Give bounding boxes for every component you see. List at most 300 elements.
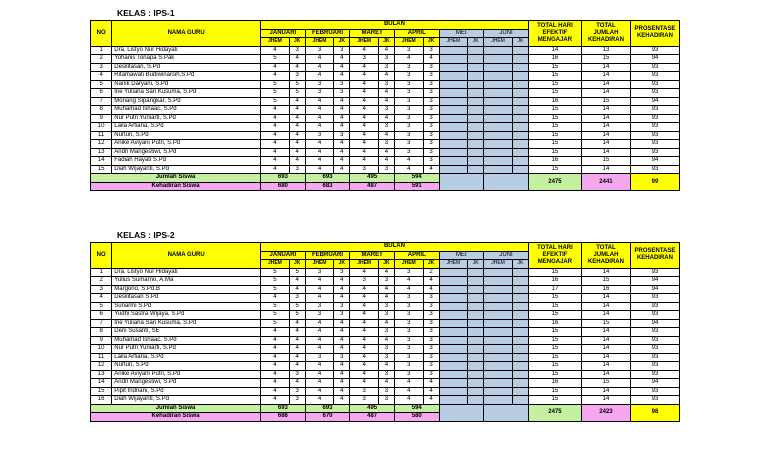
empty-month-cell xyxy=(468,63,484,72)
empty-month-cell xyxy=(468,165,484,174)
empty-month-cell xyxy=(512,46,528,55)
row-value: 4 xyxy=(350,106,379,115)
empty-month-cell xyxy=(468,89,484,98)
row-value: 3 xyxy=(394,353,423,362)
row-teacher-name: Anike Aviyani Putri, S.Pd xyxy=(112,140,261,149)
empty-month-cell xyxy=(484,97,513,106)
row-value: 4 xyxy=(334,336,350,345)
kehadiran-siswa-value: 487 xyxy=(350,182,395,191)
row-total-jumlah: 14 xyxy=(582,353,631,362)
header-jhem: JHEM xyxy=(484,260,513,269)
header-total-jumlah-line: KEHADIRAN xyxy=(587,258,624,265)
row-value: 4 xyxy=(261,396,290,405)
row-value: 3 xyxy=(394,63,423,72)
empty-month-cell xyxy=(484,140,513,149)
table-row xyxy=(91,353,680,362)
row-value: 3 xyxy=(379,80,395,89)
row-total-jumlah: 14 xyxy=(582,148,631,157)
row-value: 3 xyxy=(350,55,379,64)
row-no: 5 xyxy=(91,80,112,89)
row-value: 3 xyxy=(289,46,305,55)
empty-month-cell xyxy=(468,336,484,345)
row-teacher-name: Nanik Daryani, S.Pd xyxy=(112,80,261,89)
header-total-jumlah-line: JUMLAH xyxy=(593,29,619,36)
row-prosentase: 93 xyxy=(630,387,679,396)
header-month: APRIL xyxy=(394,251,439,260)
header-jk: JK xyxy=(423,38,439,47)
empty-month-cell xyxy=(484,268,513,277)
row-value: 3 xyxy=(394,46,423,55)
header-total-hari-line: EFEKTIF xyxy=(542,29,568,36)
row-value: 4 xyxy=(334,140,350,149)
header-jk: JK xyxy=(512,260,528,269)
row-no: 9 xyxy=(91,114,112,123)
row-total-hari: 15 xyxy=(528,131,581,140)
row-total-hari: 17 xyxy=(528,285,581,294)
row-total-jumlah: 15 xyxy=(582,157,631,166)
table-row xyxy=(91,268,680,277)
kehadiran-siswa-value: 580 xyxy=(394,413,439,422)
row-teacher-name: Dra. Listyo Nur Hidayati xyxy=(112,268,261,277)
row-no: 10 xyxy=(91,345,112,354)
row-prosentase: 93 xyxy=(630,165,679,174)
header-bulan: BULAN xyxy=(261,21,529,30)
header-bulan: BULAN xyxy=(261,243,529,252)
row-value: 4 xyxy=(289,285,305,294)
row-total-jumlah: 14 xyxy=(582,336,631,345)
row-total-hari: 15 xyxy=(528,387,581,396)
row-value: 4 xyxy=(423,396,439,405)
row-value: 4 xyxy=(261,328,290,337)
row-value: 5 xyxy=(261,55,290,64)
empty-month-cell xyxy=(484,80,513,89)
table-row xyxy=(91,63,680,72)
row-value: 4 xyxy=(334,370,350,379)
row-total-jumlah: 14 xyxy=(582,396,631,405)
row-value: 5 xyxy=(261,80,290,89)
row-prosentase: 93 xyxy=(630,353,679,362)
row-value: 4 xyxy=(334,362,350,371)
empty-month-cell xyxy=(439,328,468,337)
empty-month-cell xyxy=(512,80,528,89)
row-value: 4 xyxy=(394,285,423,294)
empty-month-cell xyxy=(468,157,484,166)
header-month: FEBRUARI xyxy=(305,251,350,260)
table-row xyxy=(91,362,680,371)
row-value: 3 xyxy=(423,302,439,311)
kehadiran-siswa-label: Kehadiran Siswa xyxy=(91,413,261,422)
row-value: 4 xyxy=(261,123,290,132)
row-total-hari: 15 xyxy=(528,165,581,174)
row-value: 4 xyxy=(379,89,395,98)
row-value: 5 xyxy=(289,311,305,320)
row-teacher-name: Nurtun, S.Pd xyxy=(112,131,261,140)
row-total-hari: 14 xyxy=(528,46,581,55)
row-value: 4 xyxy=(305,165,334,174)
row-total-hari: 15 xyxy=(528,294,581,303)
row-value: 3 xyxy=(289,72,305,81)
row-value: 3 xyxy=(394,131,423,140)
header-jhem: JHEM xyxy=(439,260,468,269)
empty-month-cell xyxy=(484,370,513,379)
row-value: 3 xyxy=(379,106,395,115)
row-total-jumlah: 14 xyxy=(582,311,631,320)
row-total-hari: 15 xyxy=(528,336,581,345)
row-value: 4 xyxy=(350,362,379,371)
row-value: 4 xyxy=(334,106,350,115)
header-jhem: JHEM xyxy=(439,38,468,47)
kehadiran-siswa-value: 670 xyxy=(305,413,350,422)
table-row xyxy=(91,336,680,345)
row-value: 4 xyxy=(305,55,334,64)
row-value: 4 xyxy=(350,72,379,81)
row-value: 4 xyxy=(350,131,379,140)
row-no: 15 xyxy=(91,387,112,396)
row-teacher-name: Muhamad Ishaac, S.Pd xyxy=(112,336,261,345)
row-total-jumlah: 14 xyxy=(582,362,631,371)
empty-month-cell xyxy=(512,379,528,388)
row-value: 4 xyxy=(334,285,350,294)
row-total-jumlah: 15 xyxy=(582,97,631,106)
row-value: 4 xyxy=(350,311,379,320)
row-no: 13 xyxy=(91,148,112,157)
row-value: 5 xyxy=(261,302,290,311)
row-value: 4 xyxy=(423,379,439,388)
header-jhem: JHEM xyxy=(350,38,379,47)
row-value: 3 xyxy=(423,123,439,132)
row-value: 4 xyxy=(289,148,305,157)
row-value: 3 xyxy=(289,294,305,303)
empty-month-cell xyxy=(439,165,468,174)
row-value: 3 xyxy=(379,123,395,132)
row-value: 4 xyxy=(350,294,379,303)
header-jk: JK xyxy=(334,260,350,269)
row-total-jumlah: 14 xyxy=(582,72,631,81)
row-total-jumlah: 14 xyxy=(582,114,631,123)
empty-month-cell xyxy=(484,336,513,345)
empty-month-cell xyxy=(468,123,484,132)
row-total-hari: 16 xyxy=(528,55,581,64)
kehadiran-siswa-value: 591 xyxy=(394,182,439,191)
header-total-hari-line: MENGAJAR xyxy=(537,258,573,265)
empty-month-cell xyxy=(484,114,513,123)
empty-month-cell xyxy=(512,396,528,405)
header-jhem: JHEM xyxy=(394,38,423,47)
row-value: 3 xyxy=(394,311,423,320)
empty-month-cell xyxy=(468,362,484,371)
table-row xyxy=(91,114,680,123)
row-no: 9 xyxy=(91,336,112,345)
header-total-hari-line: TOTAL HARI xyxy=(537,22,573,29)
row-prosentase: 93 xyxy=(630,106,679,115)
row-value: 4 xyxy=(289,131,305,140)
row-value: 3 xyxy=(334,311,350,320)
jumlah-siswa-value: 693 xyxy=(305,174,350,183)
row-total-jumlah: 14 xyxy=(582,268,631,277)
row-value: 3 xyxy=(423,311,439,320)
row-teacher-name: Margono, S.Pd.B xyxy=(112,285,261,294)
row-value: 4 xyxy=(334,123,350,132)
grand-total-jumlah: 2441 xyxy=(582,174,631,191)
class-title: KELAS : IPS-1 xyxy=(117,8,175,18)
empty-month-cell xyxy=(512,89,528,98)
row-value: 4 xyxy=(261,46,290,55)
empty-month-cell xyxy=(468,148,484,157)
row-teacher-name: Pipit Indriani, S.Pd xyxy=(112,387,261,396)
row-value: 2 xyxy=(423,268,439,277)
row-prosentase: 93 xyxy=(630,396,679,405)
row-teacher-name: Dra. Listyo Nur Hidayati xyxy=(112,46,261,55)
header-prosentase-line: PROSENTASE xyxy=(634,248,676,255)
row-teacher-name: Laila Arfiana, S.Pd xyxy=(112,123,261,132)
row-value: 4 xyxy=(379,131,395,140)
empty-month-cell xyxy=(439,97,468,106)
empty-month-cell xyxy=(439,123,468,132)
row-value: 4 xyxy=(261,157,290,166)
row-value: 4 xyxy=(261,294,290,303)
header-total-jumlah-line: KEHADIRAN xyxy=(587,36,624,43)
row-total-jumlah: 15 xyxy=(582,319,631,328)
row-total-hari: 15 xyxy=(528,268,581,277)
row-value: 3 xyxy=(394,148,423,157)
row-value: 3 xyxy=(423,336,439,345)
header-total-hari xyxy=(528,243,581,269)
table-row xyxy=(91,387,680,396)
empty-month-cell xyxy=(468,140,484,149)
row-teacher-name: Sunarmi S.Pd xyxy=(112,302,261,311)
table-row xyxy=(91,294,680,303)
row-value: 3 xyxy=(423,353,439,362)
row-value: 4 xyxy=(379,362,395,371)
row-value: 3 xyxy=(379,55,395,64)
header-nama-guru: NAMA GURU xyxy=(112,243,261,269)
row-value: 3 xyxy=(423,319,439,328)
row-value: 3 xyxy=(394,72,423,81)
row-value: 3 xyxy=(289,396,305,405)
table-row xyxy=(91,319,680,328)
grand-total-jumlah: 2423 xyxy=(582,404,631,421)
kehadiran-siswa-value: 680 xyxy=(261,182,306,191)
row-no: 15 xyxy=(91,165,112,174)
row-value: 4 xyxy=(305,97,334,106)
row-value: 4 xyxy=(379,294,395,303)
row-value: 4 xyxy=(305,157,334,166)
row-total-jumlah: 14 xyxy=(582,80,631,89)
header-jk: JK xyxy=(289,260,305,269)
row-value: 4 xyxy=(350,80,379,89)
row-value: 3 xyxy=(379,370,395,379)
row-value: 4 xyxy=(334,277,350,286)
row-prosentase: 93 xyxy=(630,131,679,140)
row-value: 3 xyxy=(334,80,350,89)
row-prosentase: 93 xyxy=(630,294,679,303)
jumlah-siswa-value: 594 xyxy=(394,174,439,183)
row-value: 4 xyxy=(289,362,305,371)
row-value: 3 xyxy=(334,131,350,140)
row-value: 4 xyxy=(334,165,350,174)
empty-month-cell xyxy=(512,302,528,311)
row-prosentase: 93 xyxy=(630,80,679,89)
row-no: 13 xyxy=(91,370,112,379)
empty-month-cell xyxy=(439,46,468,55)
row-total-hari: 15 xyxy=(528,114,581,123)
table-row xyxy=(91,131,680,140)
row-value: 5 xyxy=(261,268,290,277)
row-value: 3 xyxy=(289,165,305,174)
row-value: 4 xyxy=(423,165,439,174)
row-value: 4 xyxy=(394,157,423,166)
row-value: 3 xyxy=(350,277,379,286)
row-value: 4 xyxy=(261,131,290,140)
row-total-hari: 15 xyxy=(528,80,581,89)
row-value: 4 xyxy=(350,140,379,149)
empty-month-cell xyxy=(468,396,484,405)
row-value: 4 xyxy=(350,336,379,345)
table-row xyxy=(91,165,680,174)
row-value: 4 xyxy=(334,294,350,303)
row-total-jumlah: 14 xyxy=(582,89,631,98)
row-value: 4 xyxy=(379,114,395,123)
table-row xyxy=(91,89,680,98)
row-prosentase: 94 xyxy=(630,97,679,106)
row-total-hari: 15 xyxy=(528,370,581,379)
row-value: 4 xyxy=(261,165,290,174)
empty-month-cell xyxy=(468,46,484,55)
row-value: 4 xyxy=(289,353,305,362)
table-row xyxy=(91,277,680,286)
row-prosentase: 93 xyxy=(630,268,679,277)
row-teacher-name: Monang Sipangkar, S.Pd xyxy=(112,97,261,106)
row-total-hari: 15 xyxy=(528,302,581,311)
empty-month-cell xyxy=(439,396,468,405)
row-value: 5 xyxy=(261,311,290,320)
row-prosentase: 94 xyxy=(630,277,679,286)
empty-month-cell xyxy=(512,353,528,362)
empty-month-cell xyxy=(484,294,513,303)
row-total-jumlah: 14 xyxy=(582,294,631,303)
row-value: 4 xyxy=(423,387,439,396)
row-value: 4 xyxy=(394,165,423,174)
row-value: 3 xyxy=(305,311,334,320)
row-value: 4 xyxy=(334,379,350,388)
row-value: 5 xyxy=(289,89,305,98)
row-no: 8 xyxy=(91,106,112,115)
empty-month-cell xyxy=(439,55,468,64)
row-value: 3 xyxy=(423,370,439,379)
row-teacher-name: Andri Mangestiwi, S.Pd xyxy=(112,379,261,388)
empty-month-cell xyxy=(439,311,468,320)
header-jhem: JHEM xyxy=(305,38,334,47)
row-prosentase: 93 xyxy=(630,63,679,72)
empty-month-cell xyxy=(468,319,484,328)
table-row xyxy=(91,311,680,320)
row-value: 3 xyxy=(379,277,395,286)
jumlah-siswa-label: Jumlah Siswa xyxy=(91,404,261,413)
row-value: 4 xyxy=(350,370,379,379)
row-value: 3 xyxy=(423,148,439,157)
row-value: 4 xyxy=(423,277,439,286)
row-value: 4 xyxy=(305,294,334,303)
row-value: 4 xyxy=(334,114,350,123)
row-prosentase: 93 xyxy=(630,89,679,98)
row-value: 4 xyxy=(305,114,334,123)
header-prosentase-line: PROSENTASE xyxy=(634,26,676,33)
header-jhem: JHEM xyxy=(305,260,334,269)
row-value: 5 xyxy=(261,89,290,98)
row-value: 4 xyxy=(305,277,334,286)
empty-month-cell xyxy=(512,106,528,115)
row-value: 3 xyxy=(423,140,439,149)
empty-month-cell xyxy=(439,345,468,354)
row-total-jumlah: 14 xyxy=(582,123,631,132)
row-value: 4 xyxy=(305,379,334,388)
empty-month-cell xyxy=(484,165,513,174)
attendance-table xyxy=(90,20,680,191)
row-no: 1 xyxy=(91,268,112,277)
row-value: 3 xyxy=(394,319,423,328)
row-value: 4 xyxy=(305,362,334,371)
grand-total-hari: 2475 xyxy=(528,174,581,191)
row-total-hari: 15 xyxy=(528,353,581,362)
empty-month-cell xyxy=(484,89,513,98)
row-teacher-name: Desilitasari S.Pd xyxy=(112,294,261,303)
row-prosentase: 93 xyxy=(630,362,679,371)
row-value: 3 xyxy=(394,114,423,123)
row-total-hari: 15 xyxy=(528,140,581,149)
empty-month-cell xyxy=(439,302,468,311)
row-value: 4 xyxy=(289,140,305,149)
table-row xyxy=(91,285,680,294)
row-total-hari: 15 xyxy=(528,89,581,98)
row-value: 4 xyxy=(334,157,350,166)
row-value: 4 xyxy=(289,336,305,345)
jumlah-siswa-value: 693 xyxy=(261,174,306,183)
empty-month-cell xyxy=(439,319,468,328)
header-jk: JK xyxy=(423,260,439,269)
row-value: 4 xyxy=(305,370,334,379)
row-no: 11 xyxy=(91,353,112,362)
header-no: NO xyxy=(91,243,112,269)
row-value: 3 xyxy=(334,89,350,98)
header-jk: JK xyxy=(379,260,395,269)
row-value: 4 xyxy=(350,63,379,72)
header-jk: JK xyxy=(468,260,484,269)
row-value: 4 xyxy=(289,379,305,388)
row-value: 4 xyxy=(305,140,334,149)
row-value: 3 xyxy=(423,328,439,337)
row-value: 3 xyxy=(350,387,379,396)
empty-month-cell xyxy=(468,370,484,379)
row-value: 3 xyxy=(394,345,423,354)
jumlah-siswa-value: 693 xyxy=(261,404,306,413)
row-total-jumlah: 14 xyxy=(582,370,631,379)
row-value: 4 xyxy=(379,379,395,388)
row-no: 3 xyxy=(91,63,112,72)
empty-month-cell xyxy=(468,55,484,64)
empty-month-cell xyxy=(512,148,528,157)
row-value: 3 xyxy=(394,89,423,98)
header-prosentase-line: KEHADIRAN xyxy=(636,33,673,40)
row-teacher-name: Andri Mangestiwi, S.Pd xyxy=(112,148,261,157)
row-value: 3 xyxy=(289,370,305,379)
row-value: 5 xyxy=(261,277,290,286)
row-value: 4 xyxy=(379,319,395,328)
empty-month-cell xyxy=(468,379,484,388)
empty-month-cell xyxy=(468,328,484,337)
row-value: 4 xyxy=(261,140,290,149)
empty-month-cell xyxy=(512,336,528,345)
row-value: 3 xyxy=(423,157,439,166)
